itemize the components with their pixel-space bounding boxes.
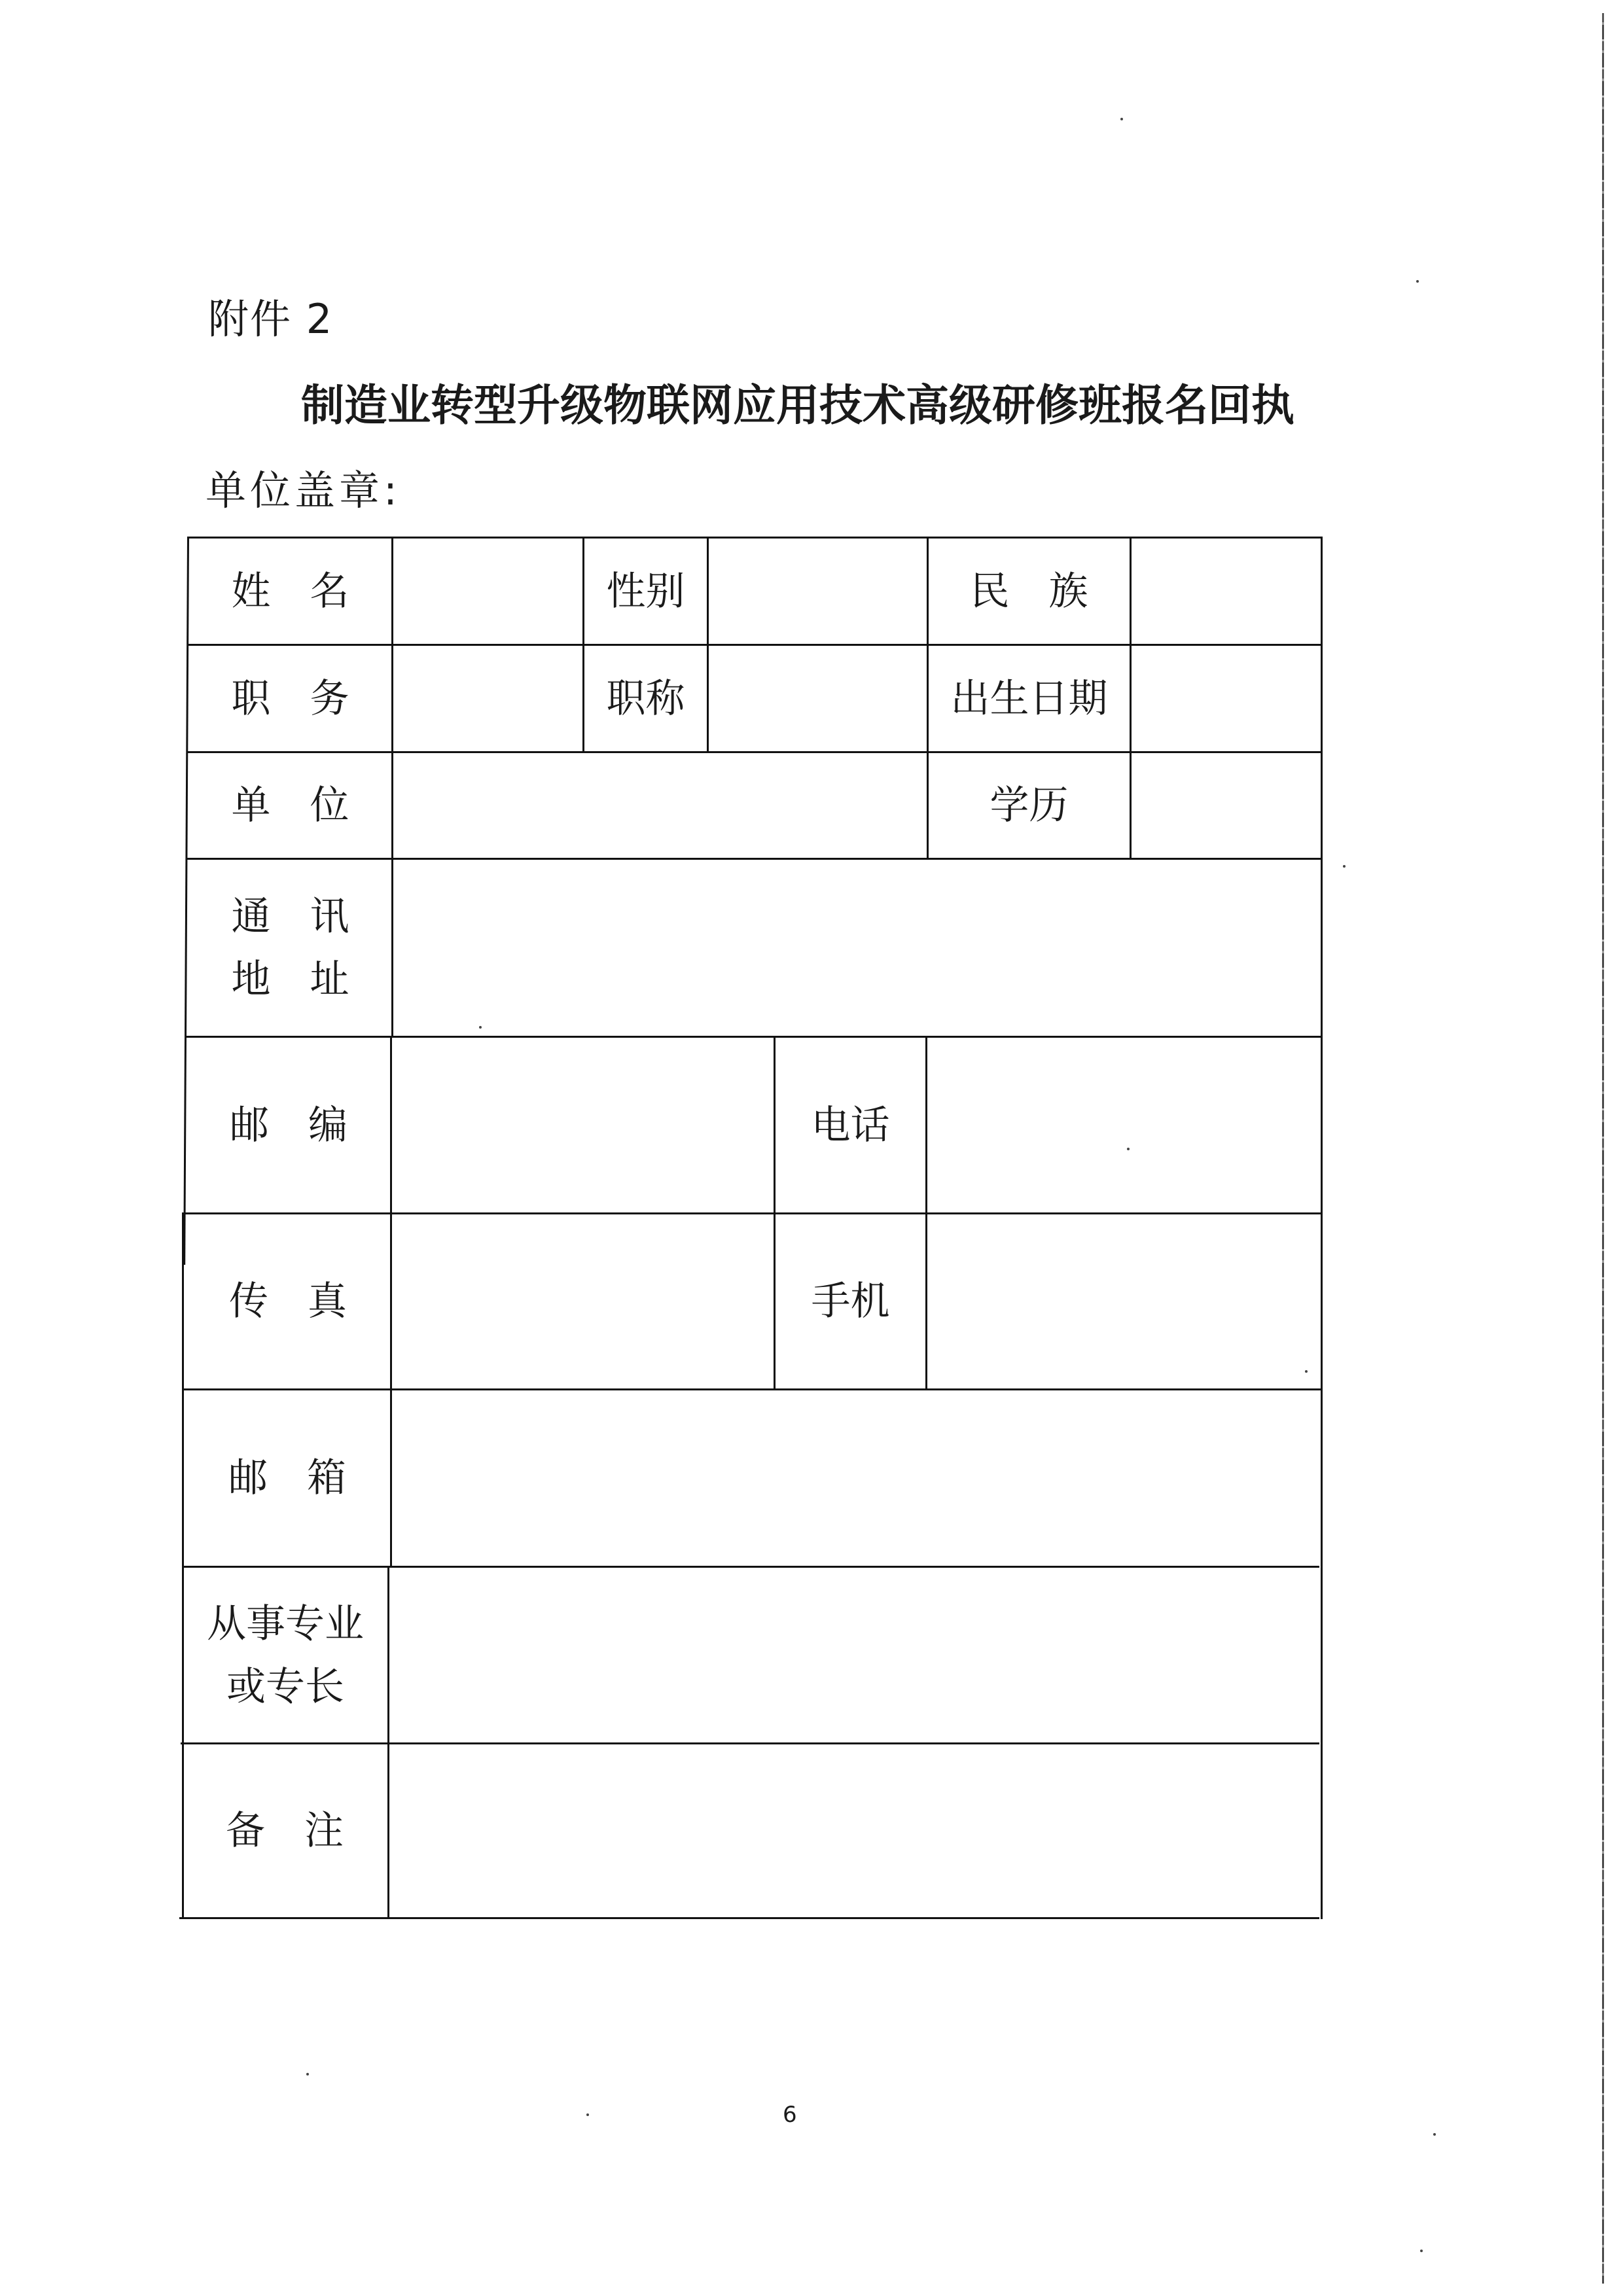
document-title: 制造业转型升级物联网应用技术高级研修班报名回执 [301, 380, 1294, 431]
scan-speck [1343, 865, 1346, 868]
remarks-label: 备 注 [226, 1808, 344, 1854]
scan-speck [1305, 1370, 1308, 1373]
column-divider [927, 537, 929, 860]
telephone-field[interactable] [927, 1038, 1321, 1212]
postal-code-field[interactable] [392, 1038, 774, 1212]
table-border-bottom [179, 1917, 1319, 1919]
email-field[interactable] [392, 1390, 1321, 1566]
name-label: 姓 名 [231, 568, 349, 614]
scan-speck [1420, 2250, 1423, 2252]
professional-title-field[interactable] [709, 646, 927, 751]
unit-seal-label: 单位盖章: [205, 467, 401, 514]
ethnicity-field[interactable] [1132, 539, 1321, 644]
scan-speck [1120, 118, 1123, 120]
table-border-left-lower [182, 1212, 184, 1919]
fax-label: 传 真 [229, 1279, 347, 1324]
education-field[interactable] [1132, 753, 1321, 858]
ethnicity-label: 民 族 [970, 568, 1088, 614]
scan-speck [1127, 1148, 1130, 1150]
scan-speck [586, 2113, 589, 2116]
position-field[interactable] [393, 646, 582, 751]
work-unit-field[interactable] [393, 753, 927, 858]
postal-code-label: 邮 编 [230, 1102, 348, 1148]
mobile-label: 手机 [811, 1279, 890, 1324]
birth-date-field[interactable] [1132, 646, 1321, 751]
scan-speck [479, 1026, 482, 1029]
email-label: 邮 箱 [228, 1455, 346, 1501]
fax-field[interactable] [392, 1214, 774, 1388]
scan-speck [306, 2073, 309, 2075]
page-number: 6 [783, 2102, 797, 2128]
birth-date-label: 出生日期 [950, 675, 1108, 722]
scan-speck [1433, 2133, 1436, 2136]
column-divider [582, 537, 584, 752]
gender-label: 性别 [606, 568, 685, 614]
scanner-edge-line [1602, 13, 1604, 2284]
work-unit-label: 单 位 [231, 783, 349, 828]
column-divider [774, 1036, 776, 1388]
table-border-right [1321, 537, 1323, 1919]
professional-title-label: 职称 [606, 675, 685, 722]
specialty-label: 从事专业 或专长 [207, 1600, 364, 1710]
specialty-field[interactable] [389, 1568, 1319, 1742]
education-label: 学历 [990, 783, 1069, 828]
table-border-left [183, 537, 189, 1265]
attachment-label: 附件 2 [208, 295, 334, 343]
name-field[interactable] [393, 539, 582, 644]
mailing-address-label: 通 讯 地 址 [231, 893, 349, 1002]
mailing-address-field[interactable] [393, 860, 1321, 1036]
scan-speck [1416, 280, 1419, 283]
position-label: 职 务 [231, 675, 349, 722]
gender-field[interactable] [709, 539, 927, 644]
telephone-label: 电话 [811, 1102, 890, 1148]
remarks-field[interactable] [389, 1744, 1319, 1917]
mobile-field[interactable] [927, 1214, 1321, 1388]
